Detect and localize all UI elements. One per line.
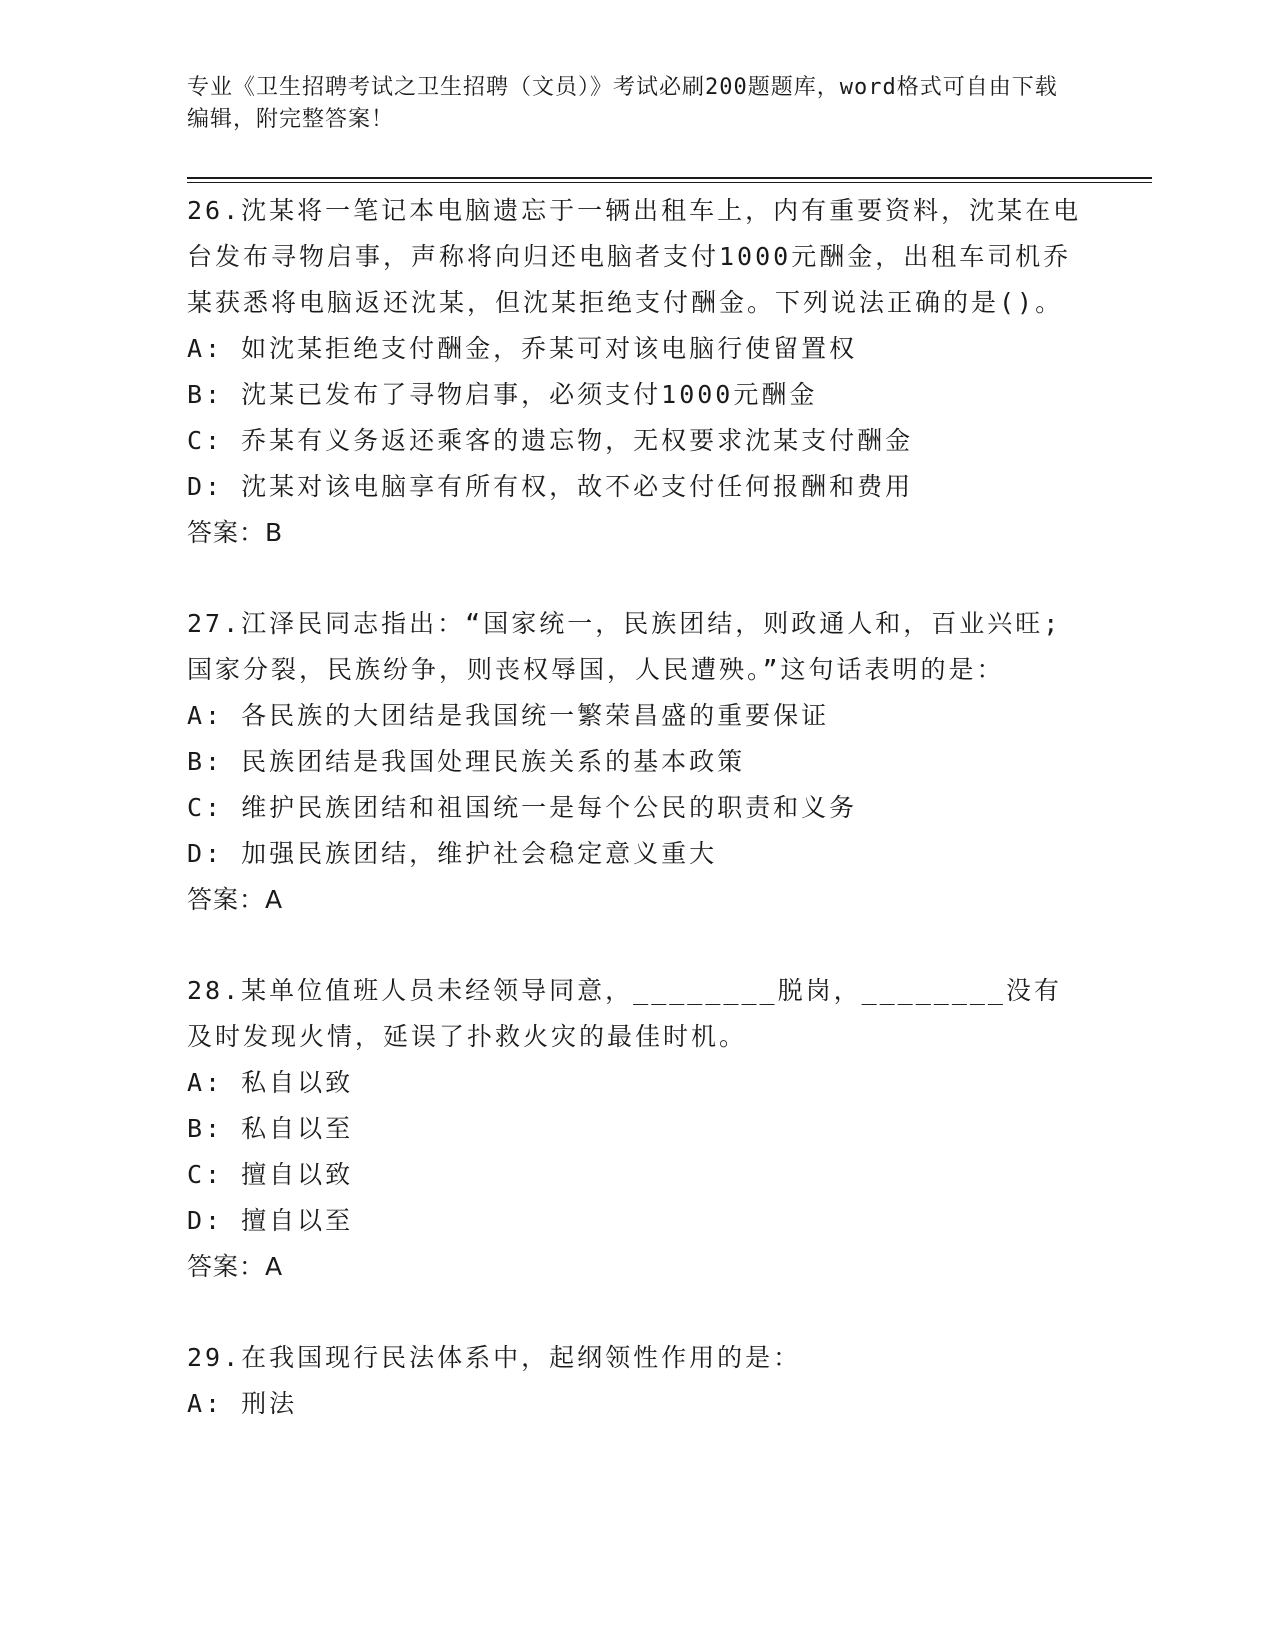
header-divider-thin	[187, 182, 1152, 183]
header-title: 专业《卫生招聘考试之卫生招聘（文员）》考试必刷200题题库，word格式可自由下载编辑，附完整答案！	[187, 75, 1058, 132]
document-header	[187, 72, 1067, 136]
option-d: D: 加强民族团结，维护社会稳定意义重大	[187, 839, 718, 868]
question-stem: 沈某将一笔记本电脑遗忘于一辆出租车上，内有重要资料，沈某在电台发布寻物启事，声称将向归还电脑者支付1000元酬金，出租车司机乔某获悉将电脑返还沈某，但沈某拒绝支付酬金。下列说法正确的是()。	[187, 196, 1082, 317]
question-number: 27.	[187, 609, 242, 638]
question-29	[187, 1335, 1087, 1427]
question-text	[187, 601, 1087, 693]
question-text	[187, 1335, 1087, 1381]
option-c: C: 擅自以致	[187, 1160, 354, 1189]
question-number: 28.	[187, 976, 242, 1005]
answer-key: 答案：A	[187, 1252, 284, 1281]
option-b: B: 私自以至	[187, 1114, 354, 1143]
answer-key: 答案：A	[187, 885, 284, 914]
option-a: A: 如沈某拒绝支付酬金，乔某可对该电脑行使留置权	[187, 334, 858, 363]
option-d: D: 沈某对该电脑享有所有权，故不必支付任何报酬和费用	[187, 472, 914, 501]
option-c: C: 维护民族团结和祖国统一是每个公民的职责和义务	[187, 793, 858, 822]
question-26	[187, 188, 1087, 556]
option-a: A: 私自以致	[187, 1068, 354, 1097]
question-stem: 某单位值班人员未经领导同意，________脱岗，________没有及时发现火情，延误了扑救火灾的最佳时机。	[187, 976, 1062, 1051]
question-text	[187, 188, 1087, 326]
question-28	[187, 968, 1087, 1290]
option-c: C: 乔某有义务返还乘客的遗忘物，无权要求沈某支付酬金	[187, 426, 914, 455]
option-a: A: 刑法	[187, 1389, 298, 1418]
answer-key: 答案：B	[187, 518, 284, 547]
option-d: D: 擅自以至	[187, 1206, 354, 1235]
question-stem: 在我国现行民法体系中，起纲领性作用的是：	[241, 1343, 802, 1372]
header-divider-thick	[187, 177, 1152, 179]
question-number: 26.	[187, 196, 242, 225]
option-b: B: 民族团结是我国处理民族关系的基本政策	[187, 747, 746, 776]
question-stem: 江泽民同志指出：“国家统一，民族团结，则政通人和，百业兴旺;国家分裂，民族纷争，则丧权辱国，人民遭殃。”这句话表明的是：	[187, 609, 1062, 684]
option-b: B: 沈某已发布了寻物启事，必须支付1000元酬金	[187, 380, 818, 409]
question-number: 29.	[187, 1343, 242, 1372]
question-text	[187, 968, 1087, 1060]
option-a: A: 各民族的大团结是我国统一繁荣昌盛的重要保证	[187, 701, 830, 730]
question-27	[187, 601, 1087, 923]
question-list	[187, 188, 1087, 1472]
